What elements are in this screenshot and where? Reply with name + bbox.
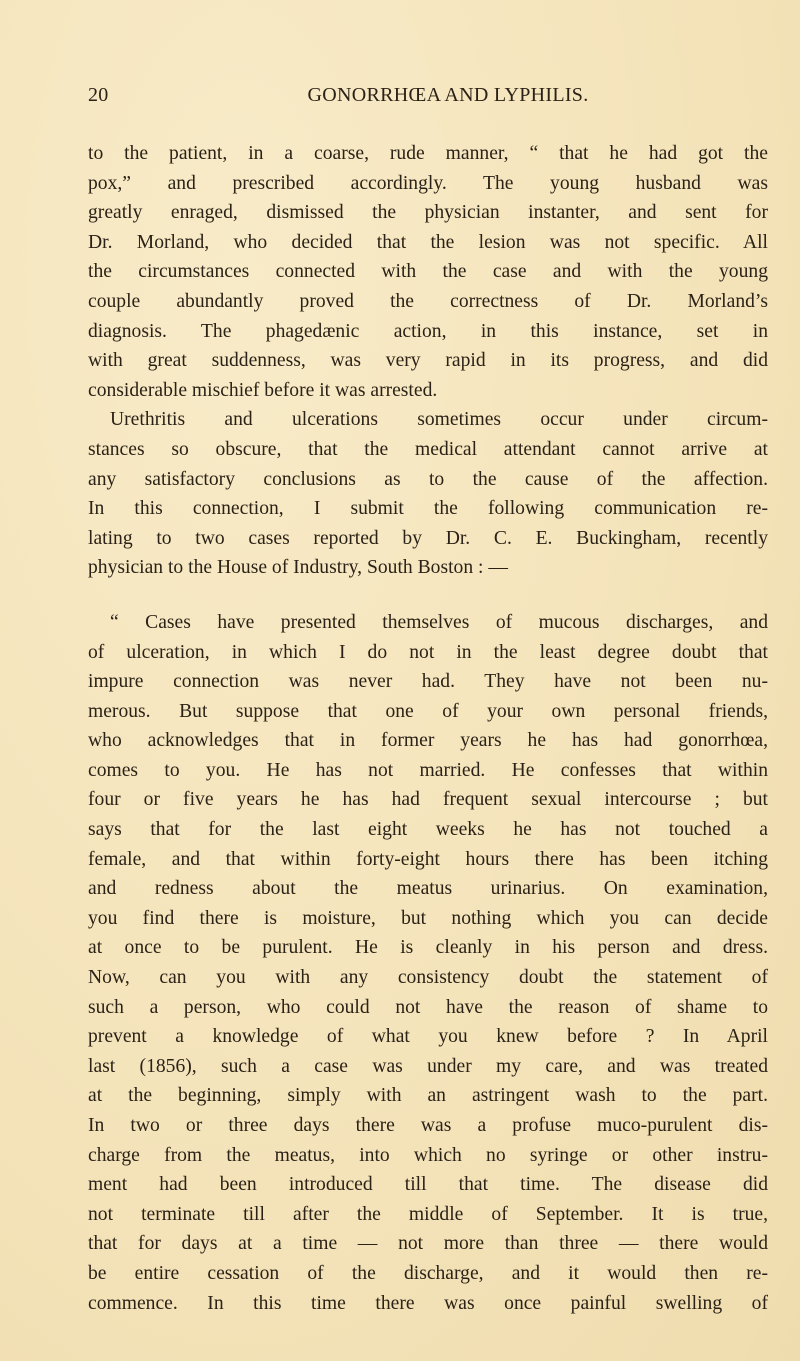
text-line: merous. But suppose that one of your own personal friends, [88,700,768,722]
text-line: says that for the last eight weeks he has not touched a [88,819,768,841]
text-line: pox,” and prescribed accordingly. The young husband was [88,172,768,194]
text-line: Urethritis and ulcerations sometimes occur under circum- [110,409,768,431]
running-title: GONORRHŒA AND LYPHILIS. [307,84,589,106]
text-line: impure connection was never had. They have not been nu- [88,671,768,693]
text-line: be entire cessation of the discharge, and it would then re- [88,1262,768,1284]
text-line: couple abundantly proved the correctness of Dr. Morland’s [88,290,768,312]
text-line: of ulceration, in which I do not in the least degree doubt that [88,641,768,663]
text-line: considerable mischief before it was arrested. [88,379,438,401]
text-line: who acknowledges that in former years he has had gonorrhœa, [88,730,768,752]
text-line: last (1856), such a case was under my care, and was treated [88,1055,768,1077]
paragraph [88,139,768,405]
text-line: female, and that within forty-eight hours there has been itching [88,848,768,870]
text-line: In two or three days there was a profuse muco-purulent dis- [88,1115,768,1136]
text-line: that for days at a time — not more than three — there would [88,1233,768,1255]
text-line: with great suddenness, was very rapid in its progress, and did [88,350,768,372]
text-line: to the patient, in a coarse, rude manner, “ that he had got the [88,143,768,164]
text-line: any satisfactory conclusions as to the cause of the affection. [88,468,768,490]
text-line: charge from the meatus, into which no syringe or other instru- [88,1144,768,1166]
text-line: greatly enraged, dismissed the physician instanter, and sent for [88,202,768,224]
text-line: stances so obscure, that the medical attendant cannot arrive at [88,438,768,460]
text-line: lating to two cases reported by Dr. C. E. Buckingham, recently [88,527,768,549]
text-line: ment had been introduced till that time. The disease did [88,1174,768,1196]
text-line: at the beginning, simply with an astringent wash to the part. [88,1085,768,1107]
quoted-paragraph [88,608,768,1318]
text-line: the circumstances connected with the case and with the young [88,261,768,283]
text-line: not terminate till after the middle of September. It is true, [88,1203,768,1225]
text-line: Dr. Morland, who decided that the lesion was not specific. All [88,231,768,253]
body-text [88,139,768,1318]
text-line: and redness about the meatus urinarius. On examination, [88,878,768,900]
text-line: such a person, who could not have the reason of shame to [88,996,768,1018]
text-line: Now, can you with any consistency doubt the statement of [88,967,768,989]
text-line: you find there is moisture, but nothing which you can decide [88,907,768,929]
text-line: four or five years he has had frequent sexual intercourse ; but [88,789,768,811]
running-header [88,84,768,112]
text-line: prevent a knowledge of what you knew before ? In April [88,1026,768,1048]
text-line: at once to be purulent. He is cleanly in his person and dress. [88,937,768,959]
paragraph [88,405,768,583]
text-line: In this connection, I submit the following communication re- [88,498,768,520]
text-line: diagnosis. The phagedænic action, in this instance, set in [88,320,768,342]
page-number: 20 [88,84,109,106]
text-line: physician to the House of Industry, South Boston : — [88,557,508,579]
text-line: “ Cases have presented themselves of mucous discharges, and [110,611,768,633]
text-line: commence. In this time there was once painful swelling of [88,1292,768,1314]
text-line: comes to you. He has not married. He confesses that within [88,759,768,781]
